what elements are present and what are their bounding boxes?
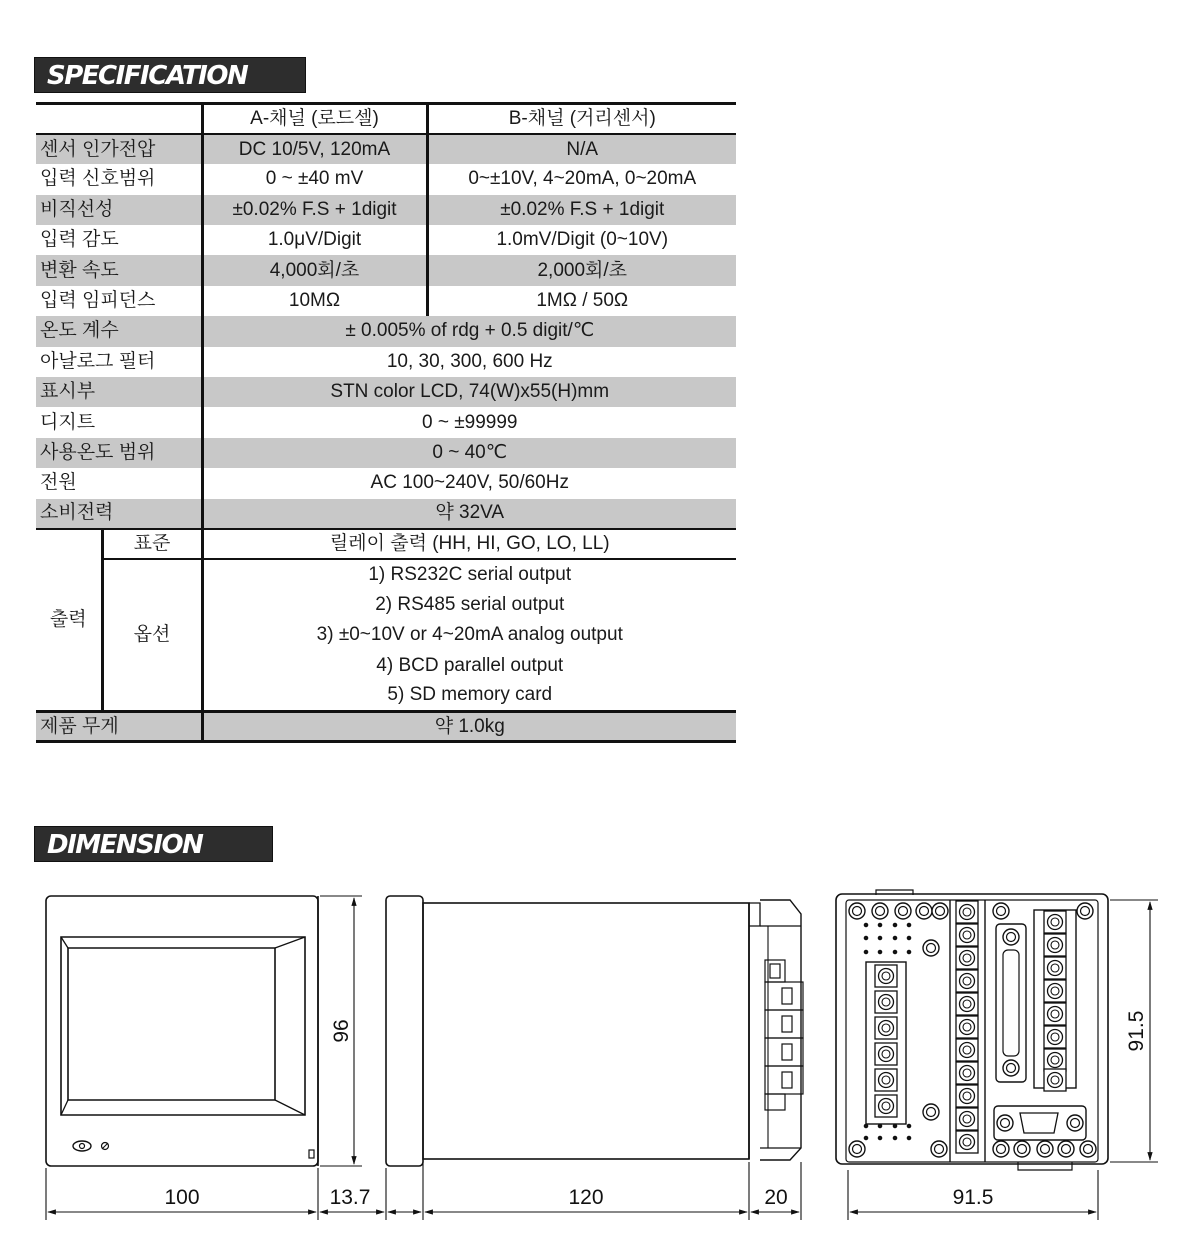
side-view: [386, 896, 803, 1166]
weight-label: 제품 무게: [36, 711, 202, 741]
table-row: [36, 195, 736, 225]
row-value-b: 1MΩ / 50Ω: [427, 286, 736, 316]
row-value-a: DC 10/5V, 120mA: [202, 134, 427, 164]
weight-value: 약 1.0kg: [202, 711, 736, 741]
specification-heading-bar: [34, 57, 306, 93]
output-option-item: 3) ±0~10V or 4~20mA analog output: [202, 620, 736, 650]
dim-front-width: 100: [164, 1186, 200, 1209]
row-label: 온도 계수: [36, 316, 202, 346]
output-option-label: 옵션: [133, 624, 171, 646]
dim-terminal-depth: 20: [764, 1186, 788, 1209]
row-label: 소비전력: [36, 499, 202, 529]
weight-row: [36, 711, 736, 741]
row-value: 약 32VA: [202, 499, 736, 529]
table-row: [36, 377, 736, 407]
row-label: 비직선성: [36, 195, 202, 225]
table-row: [36, 468, 736, 498]
output-option-row: [36, 559, 736, 589]
specification-heading: SPECIFICATION: [47, 61, 248, 91]
dim-bezel-depth: 13.7: [329, 1186, 371, 1209]
header-blank-cell: [36, 104, 202, 134]
row-value-b: ±0.02% F.S + 1digit: [427, 195, 736, 225]
table-row: [36, 286, 736, 316]
dimension-heading-bar: [34, 826, 273, 862]
row-value: 0 ~ ±99999: [202, 407, 736, 437]
dim-front-height: 96: [330, 1019, 353, 1043]
row-label: 입력 임피던스: [40, 290, 156, 312]
column-header-a: A-채널 (로드셀): [202, 104, 427, 134]
table-row: [36, 499, 736, 529]
output-option-item: 5) SD memory card: [202, 681, 736, 711]
row-value: ± 0.005% of rdg + 0.5 digit/℃: [202, 316, 736, 346]
row-value-b: 2,000회/초: [427, 255, 736, 285]
table-row: [36, 164, 736, 194]
row-label: 전원: [40, 472, 77, 494]
table-row: [36, 316, 736, 346]
output-standard-label: 표준: [102, 529, 202, 559]
row-value-a: 4,000회/초: [202, 255, 427, 285]
row-value-a: 1.0μV/Digit: [202, 225, 427, 255]
row-label: 입력 감도: [40, 229, 119, 251]
output-standard-row: [36, 529, 736, 559]
dim-body-length: 120: [568, 1186, 604, 1209]
specification-table: [36, 102, 736, 743]
row-value-a: 0 ~ ±40 mV: [202, 164, 427, 194]
table-row: [36, 407, 736, 437]
output-label: 출력: [36, 529, 102, 711]
dimension-heading: DIMENSION: [47, 830, 203, 860]
row-value: 10, 30, 300, 600 Hz: [202, 347, 736, 377]
output-option-item: 2) RS485 serial output: [202, 590, 736, 620]
row-label: 아날로그 필터: [40, 350, 156, 372]
row-value-a: 10MΩ: [202, 286, 427, 316]
table-row: [36, 255, 736, 285]
row-value-b: N/A: [427, 134, 736, 164]
front-view: [46, 896, 318, 1166]
row-value: STN color LCD, 74(W)x55(H)mm: [202, 377, 736, 407]
row-label: 표시부: [36, 377, 202, 407]
row-label: 입력 신호범위: [40, 168, 156, 190]
output-option-item: 1) RS232C serial output: [202, 559, 736, 589]
dim-rear-height: 91.5: [1125, 1010, 1148, 1052]
rear-view: [836, 890, 1108, 1170]
table-row: [36, 225, 736, 255]
dimension-drawing: [0, 880, 1193, 1230]
row-value-b: 1.0mV/Digit (0~10V): [427, 225, 736, 255]
row-value: AC 100~240V, 50/60Hz: [202, 468, 736, 498]
table-row: [36, 438, 736, 468]
row-value-b: 0~±10V, 4~20mA, 0~20mA: [427, 164, 736, 194]
output-option-item: 4) BCD parallel output: [202, 651, 736, 681]
table-row: [36, 134, 736, 164]
row-label: 사용온도 범위: [36, 438, 202, 468]
table-row: [36, 347, 736, 377]
dimension-lines: [46, 896, 1158, 1220]
column-header-b: B-채널 (거리센서): [427, 104, 736, 134]
front-keyhole-icon: [73, 1141, 109, 1151]
row-value: 0 ~ 40℃: [202, 438, 736, 468]
table-header-row: [36, 104, 736, 134]
dim-rear-width: 91.5: [952, 1186, 994, 1209]
row-label: 센서 인가전압: [36, 134, 202, 164]
row-label: 디지트: [40, 411, 96, 433]
row-value-a: ±0.02% F.S + 1digit: [202, 195, 427, 225]
row-label: 변환 속도: [36, 255, 202, 285]
output-standard-value: 릴레이 출력 (HH, HI, GO, LO, LL): [202, 529, 736, 559]
